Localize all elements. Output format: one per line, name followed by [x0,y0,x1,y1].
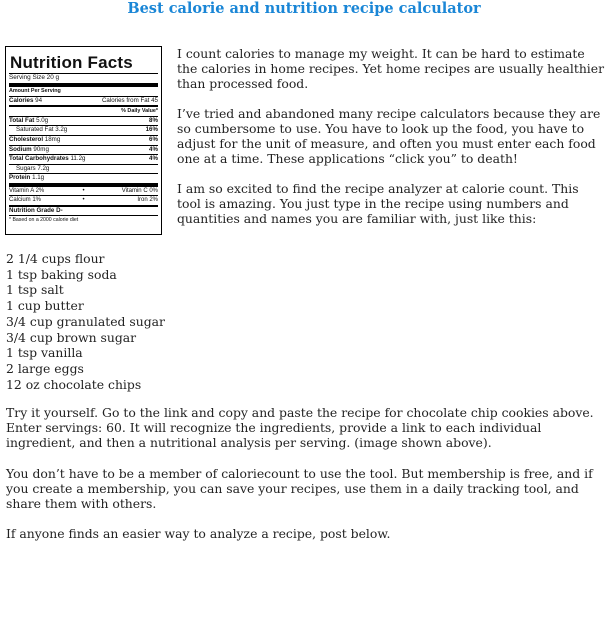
protein-value: 1.1g [32,174,45,182]
carbs-row [9,155,158,165]
sodium-label: Sodium [9,145,32,153]
total-fat-label: Total Fat [9,116,35,124]
cholesterol-cell [9,136,60,145]
total-fat-value: 5.0g [36,116,49,124]
total-fat-pct: 8% [149,116,158,124]
calories-label: Calories [9,96,34,104]
ingredient-item: 3/4 cup granulated sugar [6,313,165,329]
carbs-cell [9,155,85,164]
intro-paragraph: I’ve tried and abandoned many recipe calculators because they are so cumbersome to use. You have to look up the food, you have to adjust for the unit of measure, and often you must enter each food one at a time. These applications “click you” to death! [177,106,601,166]
sodium-row [9,146,158,156]
nutrition-grade: Nutrition Grade D- [9,206,63,214]
amount-per-serving-label: Amount Per Serving [9,88,61,94]
calories-row [9,97,158,108]
saturated-fat-row [9,126,158,136]
ingredient-item: 12 oz chocolate chips [6,376,142,392]
sodium-value: 90mg [33,145,49,153]
nutrition-grade-row [9,207,158,217]
daily-value-header-row [9,107,158,117]
ingredient-item: 1 tsp vanilla [6,345,83,361]
mineral-bullet: • [82,197,85,204]
intro-paragraph: I count calories to manage my weight. It can be hard to estimate the calories in home recipes. Yet home recipes are usually healthier than processed food. [177,46,605,91]
total-fat-cell [9,117,48,126]
ingredient-item: 2 1/4 cups flour [6,251,105,266]
calcium: Calcium 1% [9,197,42,204]
carbs-label: Total Carbohydrates [9,155,69,163]
vitamin-bullet: • [82,187,85,194]
vitamin-c: Vitamin C 0% [121,187,158,194]
intro-paragraph: I am so excited to find the recipe analyzer at calorie count. This tool is amazing. You just type in the recipe using numbers and quantities and names you are familiar with, just like this: [177,181,579,226]
intro-text [177,46,605,241]
carbs-value: 11.2g [70,155,86,163]
nutrition-facts-heading: Nutrition Facts [10,53,133,72]
daily-value-header: % Daily Value* [121,108,158,115]
sodium-pct: 4% [149,145,158,153]
sugars-label: Sugars 7.2g [16,164,50,172]
body-paragraph: If anyone finds an easier way to analyze a recipe, post below. [6,526,391,542]
serving-size: Serving Size 20 g [9,73,158,87]
ingredient-item: 3/4 cup brown sugar [6,329,137,345]
body-paragraph: Try it yourself. Go to the link and copy and paste the recipe for chocolate chip cookies above. Enter servings: 60. It will recognize the ingredients, provide a link to each individual ingredient, and then a nutritional analysis per serving. (image shown above). [6,405,594,451]
page-title: Best calorie and nutrition recipe calculator [127,0,481,17]
calories-cell [9,97,42,106]
iron: Iron 2% [137,197,158,204]
protein-cell [9,174,44,183]
ingredient-item: 2 large eggs [6,360,84,376]
minerals-row [9,196,158,206]
cholesterol-label: Cholesterol [9,135,44,143]
ingredient-item: 1 tsp baking soda [6,266,117,282]
cholesterol-row [9,136,158,146]
calories-from-fat: Calories from Fat 45 [101,96,158,104]
calories-value: 94 [35,96,43,104]
nutrition-footnote: * Based on a 2000 calorie diet [9,217,79,224]
total-fat-row [9,117,158,127]
ingredient-list [6,251,165,392]
carbs-pct: 4% [149,155,158,163]
nutrition-facts-label [5,46,162,235]
vitamin-a: Vitamin A 2% [9,187,45,194]
vitamins-row [9,187,158,196]
sugars-row [9,165,158,175]
cholesterol-value: 18mg [44,135,61,143]
ingredient-item: 1 cup butter [6,298,84,314]
ingredient-item: 1 tsp salt [6,282,64,298]
cholesterol-pct: 6% [149,135,158,143]
sodium-cell [9,146,49,155]
protein-row [9,174,158,187]
body-text [6,405,604,556]
saturated-fat-label: Saturated Fat 3.2g [16,126,68,134]
saturated-fat-pct: 16% [145,126,158,134]
body-paragraph: You don’t have to be a member of caloriecount to use the tool. But membership is free, and if you create a membership, you can save your recipes, use them in a daily tracking tool, and share them with others. [6,465,593,512]
protein-label: Protein [9,174,31,182]
amount-per-serving [9,87,158,97]
